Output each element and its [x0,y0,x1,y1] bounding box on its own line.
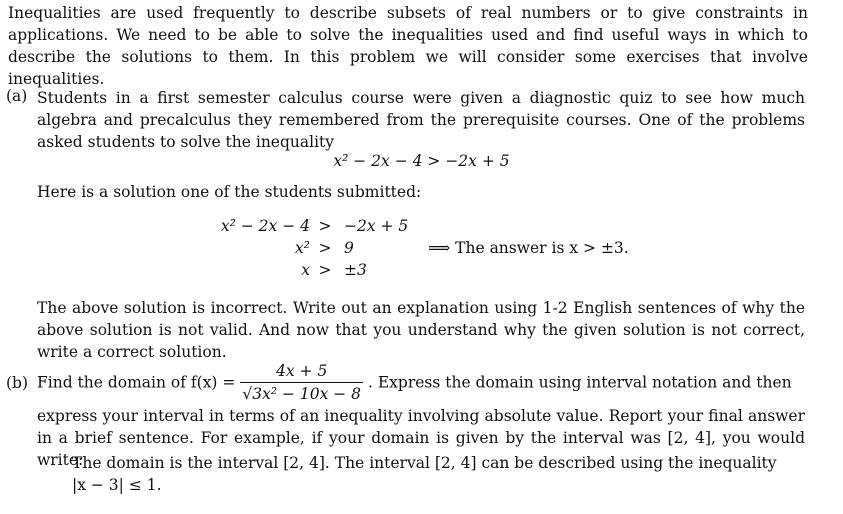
example-line-2: |x − 3| ≤ 1. [72,476,162,494]
part-b-first-line [37,362,792,403]
example-line-1: The domain is the interval [2, 4]. The interval [2, 4] can be described using the inequality [72,454,777,472]
step-1-rhs: −2x + 5 [344,217,409,235]
step-2-lhs: x² [295,239,310,257]
intro-paragraph: Inequalities are used frequently to describe subsets of real numbers or to give constraints in applications. We need to be able to solve the inequalities used and find useful ways in which to describe the solutions to them. In this problem we will consider some exercises that involve inequalities. [8,4,808,88]
step-3-rhs: ±3 [344,261,367,279]
step-2-op: > [318,239,332,257]
domain-suffix: . Express the domain using interval notation and then [367,373,792,392]
fraction-denominator: √3x² − 10x − 8 [240,382,363,403]
domain-prefix: Find the domain of f(x) = [37,373,236,392]
step-3-op: > [318,261,332,279]
part-b-label: (b) [6,374,29,392]
part-a-prompt: Students in a first semester calculus course were given a diagnostic quiz to see how much algebra and precalculus they remembered from the prerequisite courses. One of the problems asked students to solve the inequality [37,89,805,151]
step-3-lhs: x [301,261,310,279]
step-1-op: > [318,217,332,235]
function-fraction [240,362,363,403]
part-a-label: (a) [6,87,28,105]
step-2-rhs: 9 [344,239,354,257]
student-answer: ⟹ The answer is x > ±3. [428,239,629,257]
fraction-numerator: 4x + 5 [276,362,328,380]
part-a-inequality: x² − 2x − 4 > −2x + 5 [333,152,510,170]
part-b-continuation: express your interval in terms of an inequality involving absolute value. Report your final answer in a brief sentence. For example, if your domain is given by the interval was [2, 4], you would write: [37,407,805,469]
step-1-lhs: x² − 2x − 4 [220,217,310,235]
part-a-followup: The above solution is incorrect. Write out an explanation using 1-2 English sentences of why the above solution is not valid. And now that you understand why the given solution is not correct, write a correct solution. [37,299,805,361]
solution-intro: Here is a solution one of the students submitted: [37,183,422,201]
